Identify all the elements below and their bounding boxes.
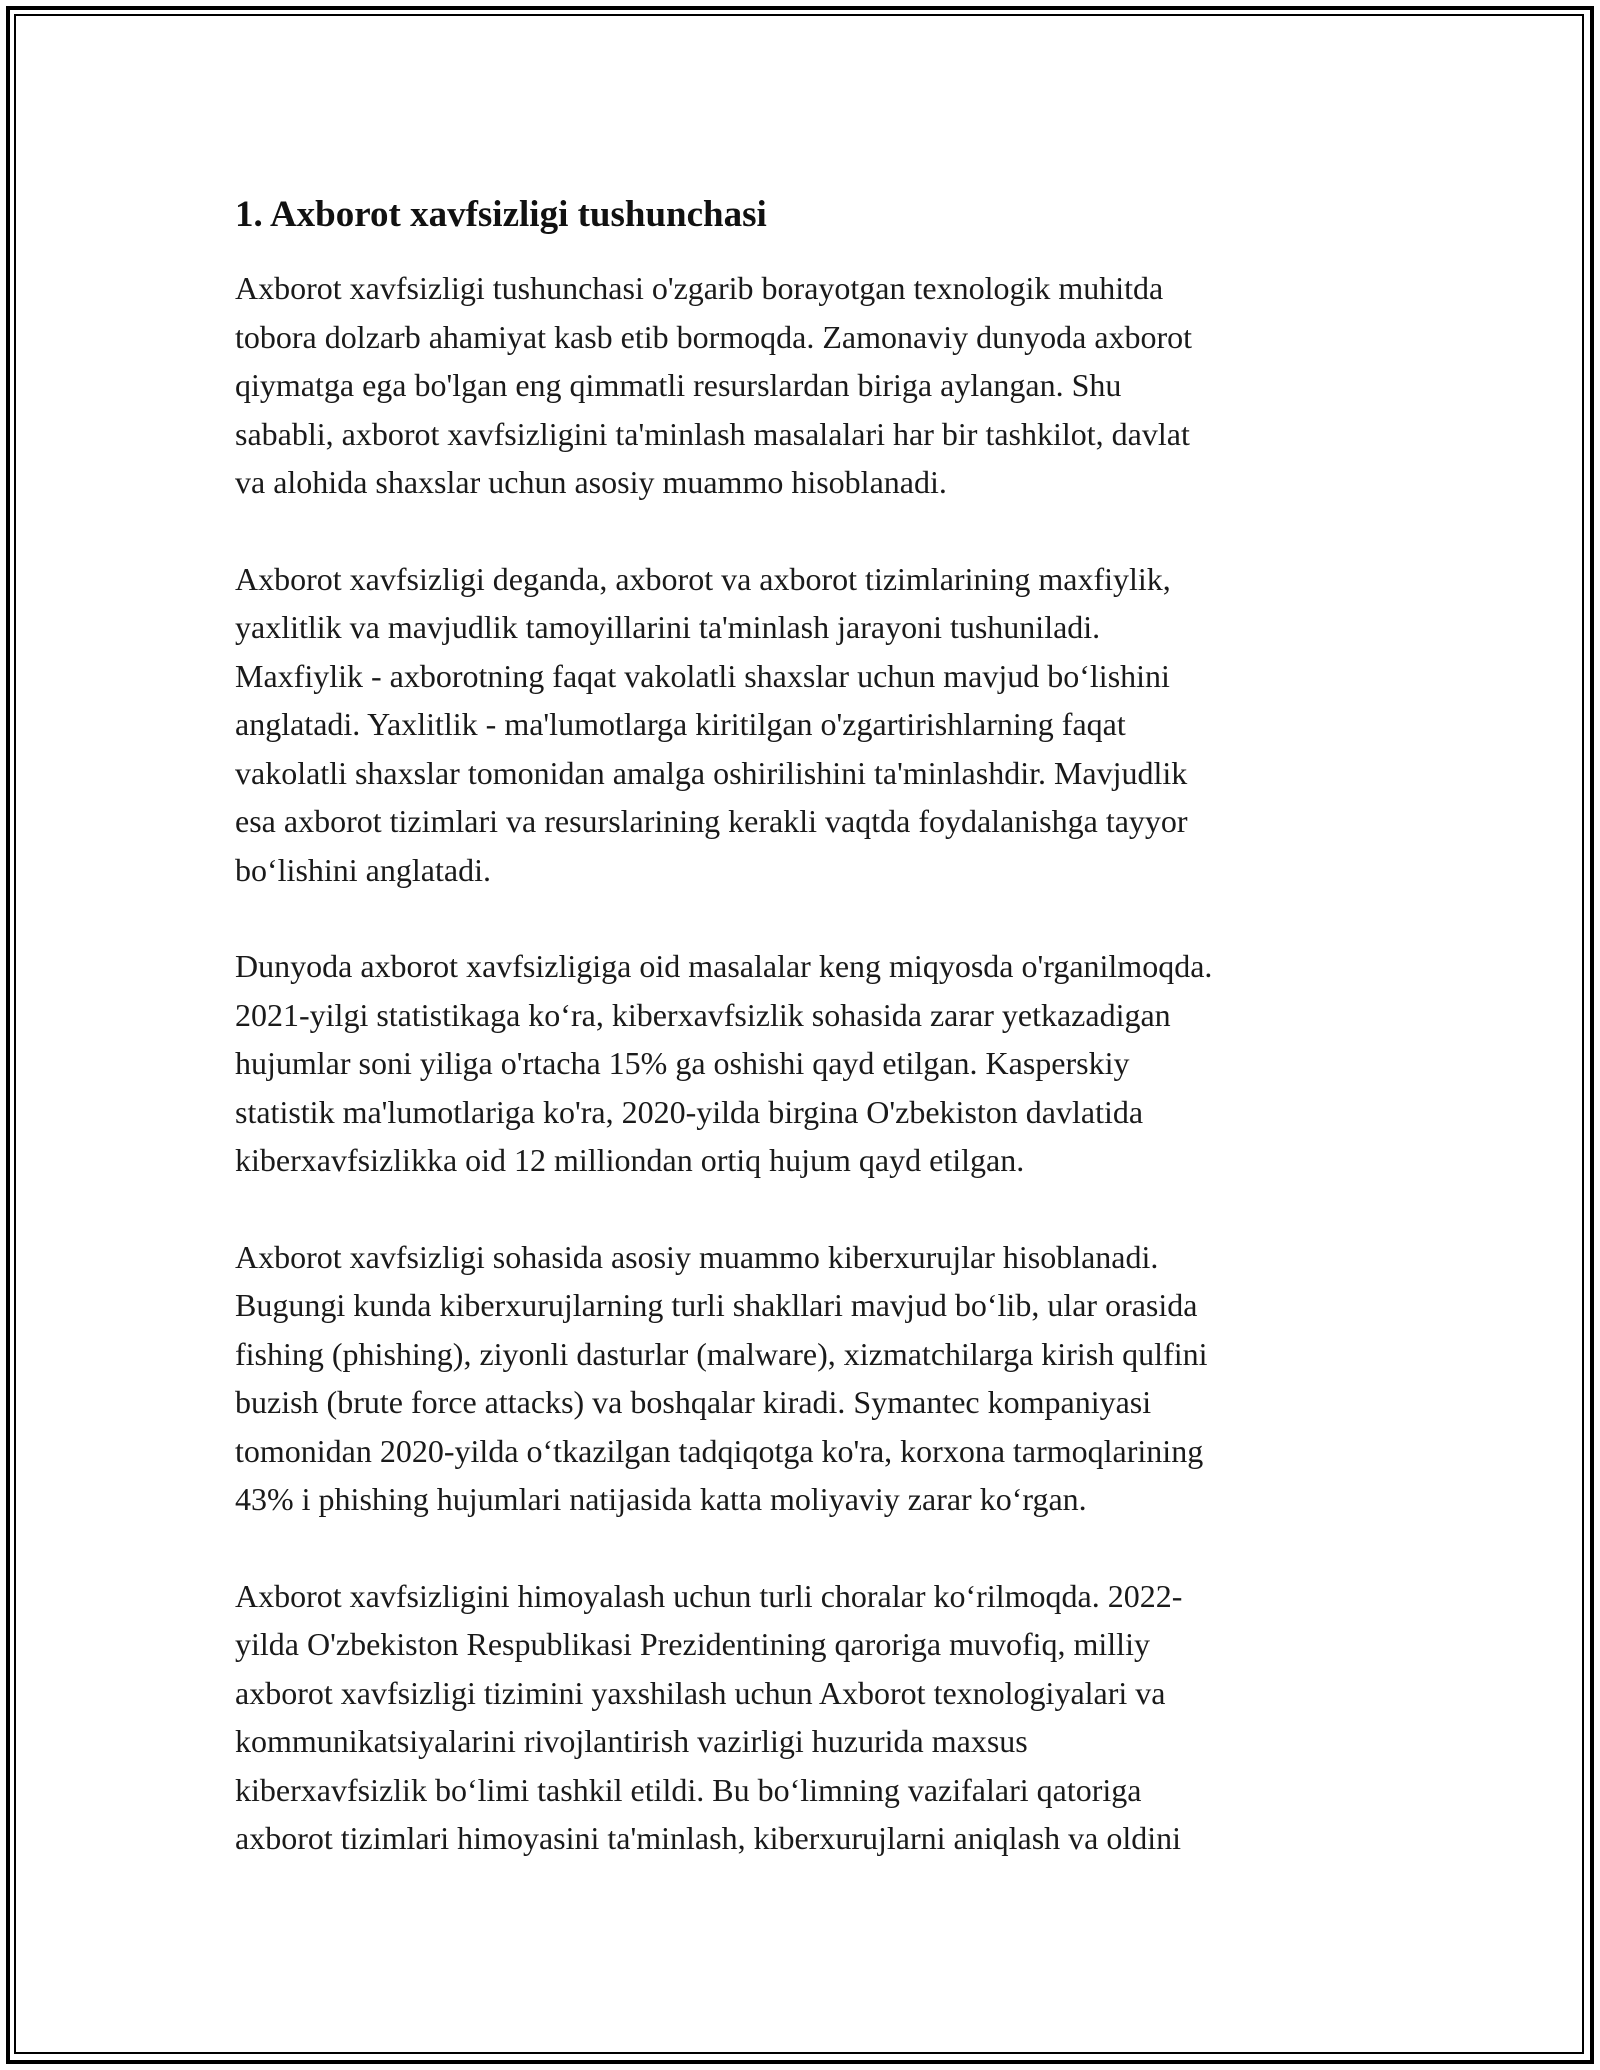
paragraph-definition: Axborot xavfsizligi deganda, axborot va axborot tizimlarining maxfiylik, yaxlitlik va mavjudlik tamoyillarini ta'minlash jarayoni tushuniladi. Maxfiylik - axborotning faqat vakolatli shaxslar uchun mavjud boʻlishini anglatadi. Yaxlitlik - ma'lumotlarga kiritilgan o'zgartirishlarning faqat vakolatli shaxslar tomonidan amalga oshirilishini ta'minlashdir. Mavjudlik esa axborot tizimlari va resurslarining kerakli vaqtda foydalanishga tayyor boʻlishini anglatadi.: [235, 560, 1188, 888]
paragraph-measures: Axborot xavfsizligini himoyalash uchun turli choralar koʻrilmoqda. 2022- yilda O'zbekiston Respublikasi Prezidentining qaroriga muvofiq, milliy axborot xavfsizligi tizimini yaxshilash uchun Axborot texnologiyalari va kommunikatsiyalarini rivojlantirish vazirligi huzurida maxsus kiberxavfsizlik boʻlimi tashkil etildi. Bu boʻlimning vazifalari qatoriga axborot tizimlari himoyasini ta'minlash, kiberxurujlarni aniqlash va oldini: [235, 1577, 1183, 1856]
paragraph-intro: Axborot xavfsizligi tushunchasi o'zgarib borayotgan texnologik muhitda tobora dolzarb ahamiyat kasb etib bormoqda. Zamonaviy dunyoda axborot qiymatga ega bo'lgan eng qimmatli resurslardan biriga aylangan. Shu sababli, axborot xavfsizligini ta'minlash masalalari har bir tashkilot, davlat va alohida shaxslar uchun asosiy muammo hisoblanadi.: [235, 270, 1193, 500]
document-body: [235, 188, 1370, 1911]
section-heading: 1. Axborot xavfsizligi tushunchasi: [235, 194, 767, 235]
paragraph-cyberattacks: Axborot xavfsizligi sohasida asosiy muammo kiberxurujlar hisoblanadi. Bugungi kunda kiberxurujlarning turli shakllari mavjud boʻlib, ular orasida fishing (phishing), ziyonli dasturlar (malware), xizmatchilarga kirish qulfini buzish (brute force attacks) va boshqalar kiradi. Symantec kompaniyasi tomonidan 2020-yilda oʻtkazilgan tadqiqotga ko'ra, korxona tarmoqlarining 43% i phishing hujumlari natijasida katta moliyaviy zarar koʻrgan.: [235, 1238, 1208, 1517]
paragraph-statistics: Dunyoda axborot xavfsizligiga oid masalalar keng miqyosda o'rganilmoqda. 2021-yilgi statistikaga koʻra, kiberxavfsizlik sohasida zarar yetkazadigan hujumlar soni yiliga o'rtacha 15% ga oshishi qayd etilgan. Kasperskiy statistik ma'lumotlariga ko'ra, 2020-yilda birgina O'zbekiston davlatida kiberxavfsizlikka oid 12 milliondan ortiq hujum qayd etilgan.: [235, 948, 1213, 1178]
